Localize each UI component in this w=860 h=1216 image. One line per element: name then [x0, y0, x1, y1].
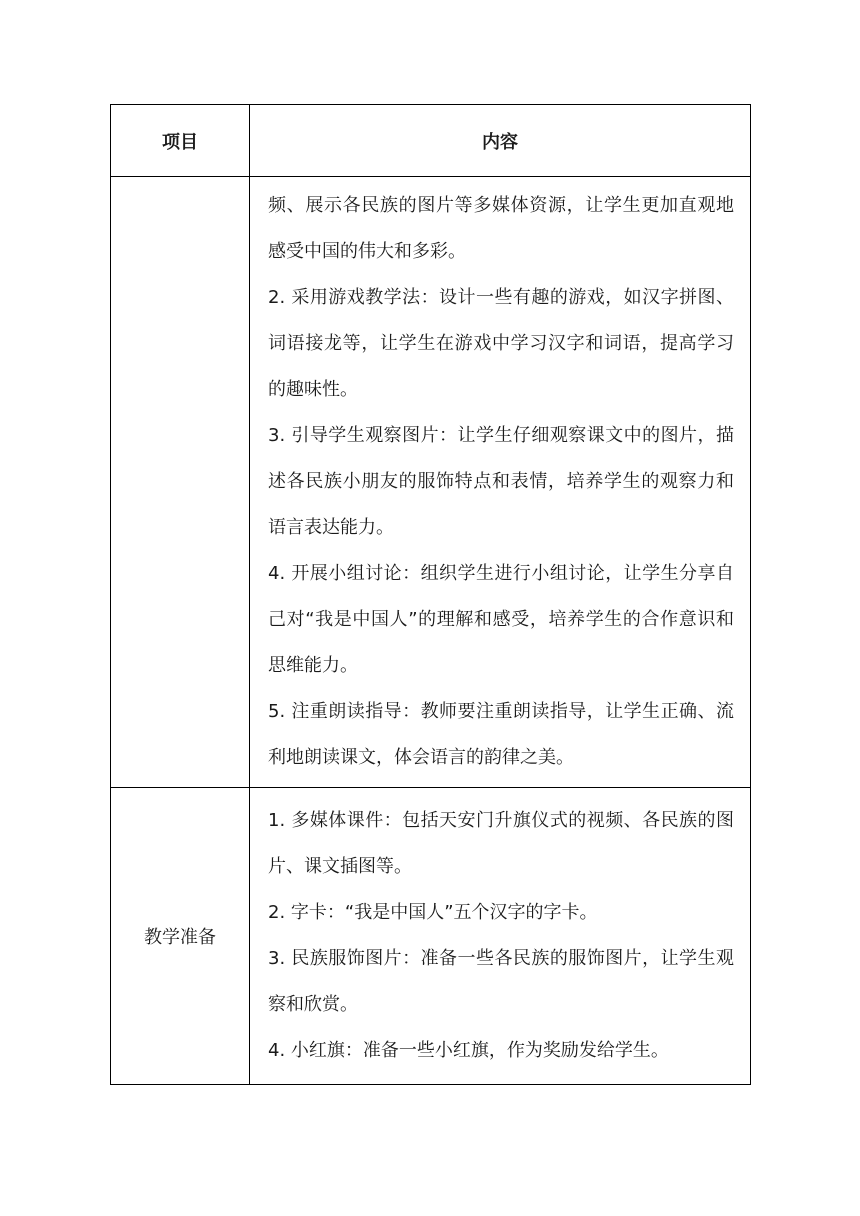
paragraph: 2. 采用游戏教学法：设计一些有趣的游戏，如汉字拼图、词语接龙等，让学生在游戏中学习汉字和词语，提高学习的趣味性。	[268, 287, 734, 400]
paragraph: 3. 民族服饰图片：准备一些各民族的服饰图片，让学生观察和欣赏。	[268, 948, 734, 1015]
header-content: 内容	[250, 105, 751, 177]
paragraph: 3. 引导学生观察图片：让学生仔细观察课文中的图片，描述各民族小朋友的服饰特点和表情，培养学生的观察力和语言表达能力。	[268, 425, 734, 538]
paragraph: 1. 多媒体课件：包括天安门升旗仪式的视频、各民族的图片、课文插图等。	[268, 810, 734, 877]
item-cell-methods-continued	[111, 177, 250, 788]
content-cell-teaching-prep	[250, 788, 751, 1085]
table-row	[111, 177, 751, 788]
item-cell-teaching-prep: 教学准备	[111, 788, 250, 1085]
paragraph: 4. 小红旗：准备一些小红旗，作为奖励发给学生。	[268, 1040, 669, 1061]
paragraph: 5. 注重朗读指导：教师要注重朗读指导，让学生正确、流利地朗读课文，体会语言的韵律之美。	[268, 701, 734, 768]
table-header-row	[111, 105, 751, 177]
paragraph: 2. 字卡：“我是中国人”五个汉字的字卡。	[268, 902, 598, 923]
table-row	[111, 788, 751, 1085]
paragraph: 频、展示各民族的图片等多媒体资源，让学生更加直观地感受中国的伟大和多彩。	[268, 195, 734, 262]
lesson-plan-table	[110, 104, 751, 1085]
content-cell-methods	[250, 177, 751, 788]
header-item: 项目	[111, 105, 250, 177]
paragraph: 4. 开展小组讨论：组织学生进行小组讨论，让学生分享自己对“我是中国人”的理解和感受，培养学生的合作意识和思维能力。	[268, 563, 734, 676]
